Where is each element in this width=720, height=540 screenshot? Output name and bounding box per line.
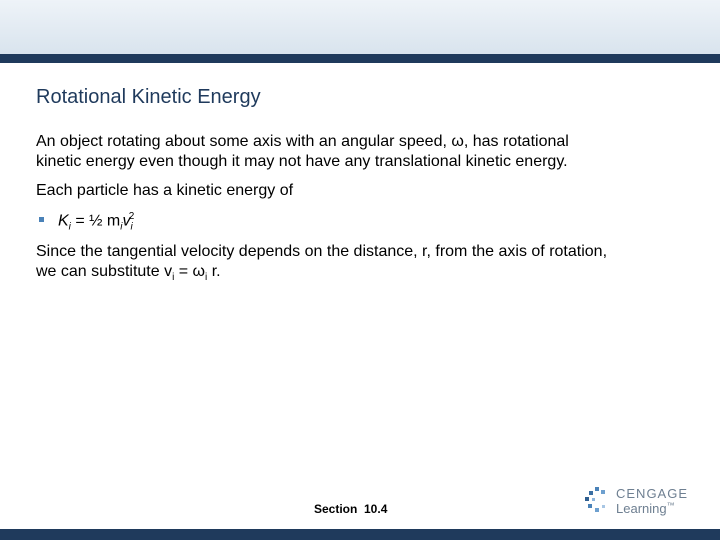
formula-v-superscript: 2 xyxy=(128,211,135,222)
paragraph-intro xyxy=(36,132,569,172)
cengage-logo xyxy=(584,484,694,520)
formula-k-subscript: i xyxy=(68,221,71,233)
slide-title: Rotational Kinetic Energy xyxy=(36,86,261,108)
paragraph-particle: Each particle has a kinetic energy of xyxy=(36,182,294,199)
paragraph-substitution-line2 xyxy=(36,262,607,288)
paragraph-substitution-line1: Since the tangential velocity depends on the distance, r, from the axis of rotation, xyxy=(36,243,608,260)
paragraph-intro-line1: An object rotating about some axis with an angular speed, ω, has rotational xyxy=(36,133,569,150)
logo-cengage-text: CENGAGE xyxy=(616,486,689,501)
logo-trademark: ™ xyxy=(666,501,675,510)
formula-equals: = ½ m xyxy=(70,212,121,230)
formula-m-subscript: i xyxy=(120,221,123,233)
formula-k: K xyxy=(58,212,69,230)
cengage-dots-icon xyxy=(584,486,610,514)
footer-section-label: Section 10.4 xyxy=(314,502,388,516)
formula-v: v xyxy=(122,212,131,230)
formula-v-subscript: i xyxy=(130,221,133,233)
header-band xyxy=(0,0,720,54)
substitution-v-subscript: i xyxy=(172,272,175,284)
logo-learning-word: Learning xyxy=(616,501,667,516)
substitution-omega: = ω xyxy=(174,263,206,280)
footer-accent-bar xyxy=(0,529,720,540)
paragraph-substitution xyxy=(36,242,607,288)
bullet-kinetic-energy-formula xyxy=(58,211,134,233)
substitution-omega-subscript: i xyxy=(205,272,208,284)
header-accent-bar xyxy=(0,54,720,63)
logo-learning-text xyxy=(616,501,675,516)
substitution-suffix: r. xyxy=(207,263,221,280)
paragraph-intro-line2: kinetic energy even though it may not have any translational kinetic energy. xyxy=(36,153,568,170)
bullet-square-icon xyxy=(39,217,44,222)
substitution-prefix: we can substitute v xyxy=(36,263,173,280)
